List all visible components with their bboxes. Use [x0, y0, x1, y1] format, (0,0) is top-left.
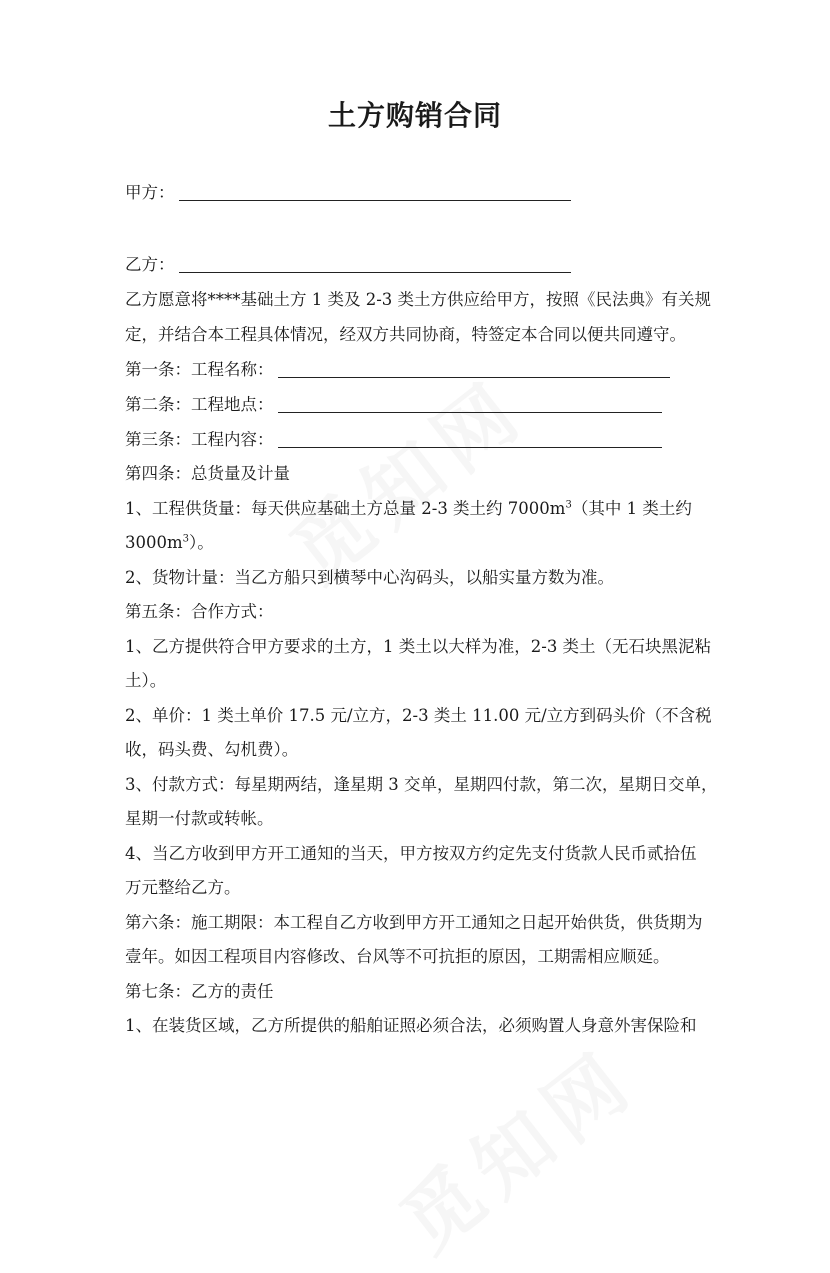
- article-5-item-3-line-2: 星期一付款或转帐。: [125, 809, 274, 828]
- superscript: 3: [565, 499, 572, 511]
- article-4-item-2: 2、货物计量：当乙方船只到横琴中心沟码头，以船实量方数为准。: [125, 568, 614, 587]
- party-b-blank[interactable]: [179, 254, 571, 273]
- article-6-line-1: 第六条：施工期限：本工程自乙方收到甲方开工通知之日起开始供货，供货期为: [125, 913, 703, 932]
- article-5-item-1-line-1: 1、乙方提供符合甲方要求的土方，1 类土以大样为准，2-3 类土（无石块黑泥粘: [125, 637, 712, 656]
- party-a-row: [125, 181, 571, 205]
- article-7-heading: 第七条：乙方的责任: [125, 982, 274, 1001]
- article-4-heading: 第四条：总货量及计量: [125, 464, 290, 483]
- supply-text: 1、工程供货量：每天供应基础土方总量 2-3 类土约 7000m: [125, 499, 566, 518]
- project-name-blank[interactable]: [278, 359, 670, 378]
- intro-line-2: 定，并结合本工程具体情况，经双方共同协商，特签定本合同以便共同遵守。: [125, 325, 686, 344]
- article-5-item-3-line-1: 3、付款方式：每星期两结，逢星期 3 交单，星期四付款，第二次，星期日交单，: [125, 775, 718, 794]
- party-a-label: 甲方：: [125, 183, 175, 202]
- article-5-item-2-line-1: 2、单价：1 类土单价 17.5 元/立方，2-3 类土 11.00 元/立方到码头价（不含税: [125, 706, 712, 725]
- watermark: [374, 1019, 656, 1273]
- article-5-item-4-line-1: 4、当乙方收到甲方开工通知的当天，甲方按双方约定先支付货款人民币贰拾伍: [125, 844, 697, 863]
- article-4-item-1-line-2: [125, 531, 214, 555]
- article-7-item-1-line-1: 1、在装货区域，乙方所提供的船舶证照必须合法，必须购置人身意外害保险和: [125, 1016, 697, 1035]
- project-location-blank[interactable]: [278, 394, 662, 413]
- project-content-blank[interactable]: [278, 429, 662, 448]
- party-a-blank[interactable]: [179, 182, 571, 201]
- supply-text: （其中 1 类土约: [571, 499, 692, 518]
- page-title: 土方购销合同: [327, 99, 502, 132]
- article-5-item-4-line-2: 万元整给乙方。: [125, 878, 241, 897]
- article-5-item-1-line-2: 土）。: [125, 671, 167, 690]
- party-b-label: 乙方：: [125, 255, 175, 274]
- article-3-row: [125, 428, 662, 452]
- superscript: 3: [182, 533, 190, 545]
- party-b-row: [125, 253, 571, 277]
- article-6-line-2: 壹年。如因工程项目内容修改、台风等不可抗拒的原因，工期需相应顺延。: [125, 947, 670, 966]
- article-2-row: [125, 393, 662, 417]
- supply-text: 3000m: [125, 533, 183, 552]
- supply-text: ）。: [189, 533, 214, 552]
- article-5-item-2-line-2: 收，码头费、勾机费）。: [125, 740, 299, 759]
- article-1-row: [125, 358, 670, 382]
- article-4-item-1-line-1: [125, 497, 692, 521]
- article-1-label: 第一条：工程名称：: [125, 360, 274, 379]
- article-2-label: 第二条：工程地点：: [125, 395, 274, 414]
- article-5-heading: 第五条：合作方式：: [125, 602, 274, 621]
- intro-line-1: 乙方愿意将****基础土方 1 类及 2-3 类土方供应给甲方，按照《民法典》有关规: [125, 290, 712, 309]
- article-3-label: 第三条：工程内容：: [125, 430, 274, 449]
